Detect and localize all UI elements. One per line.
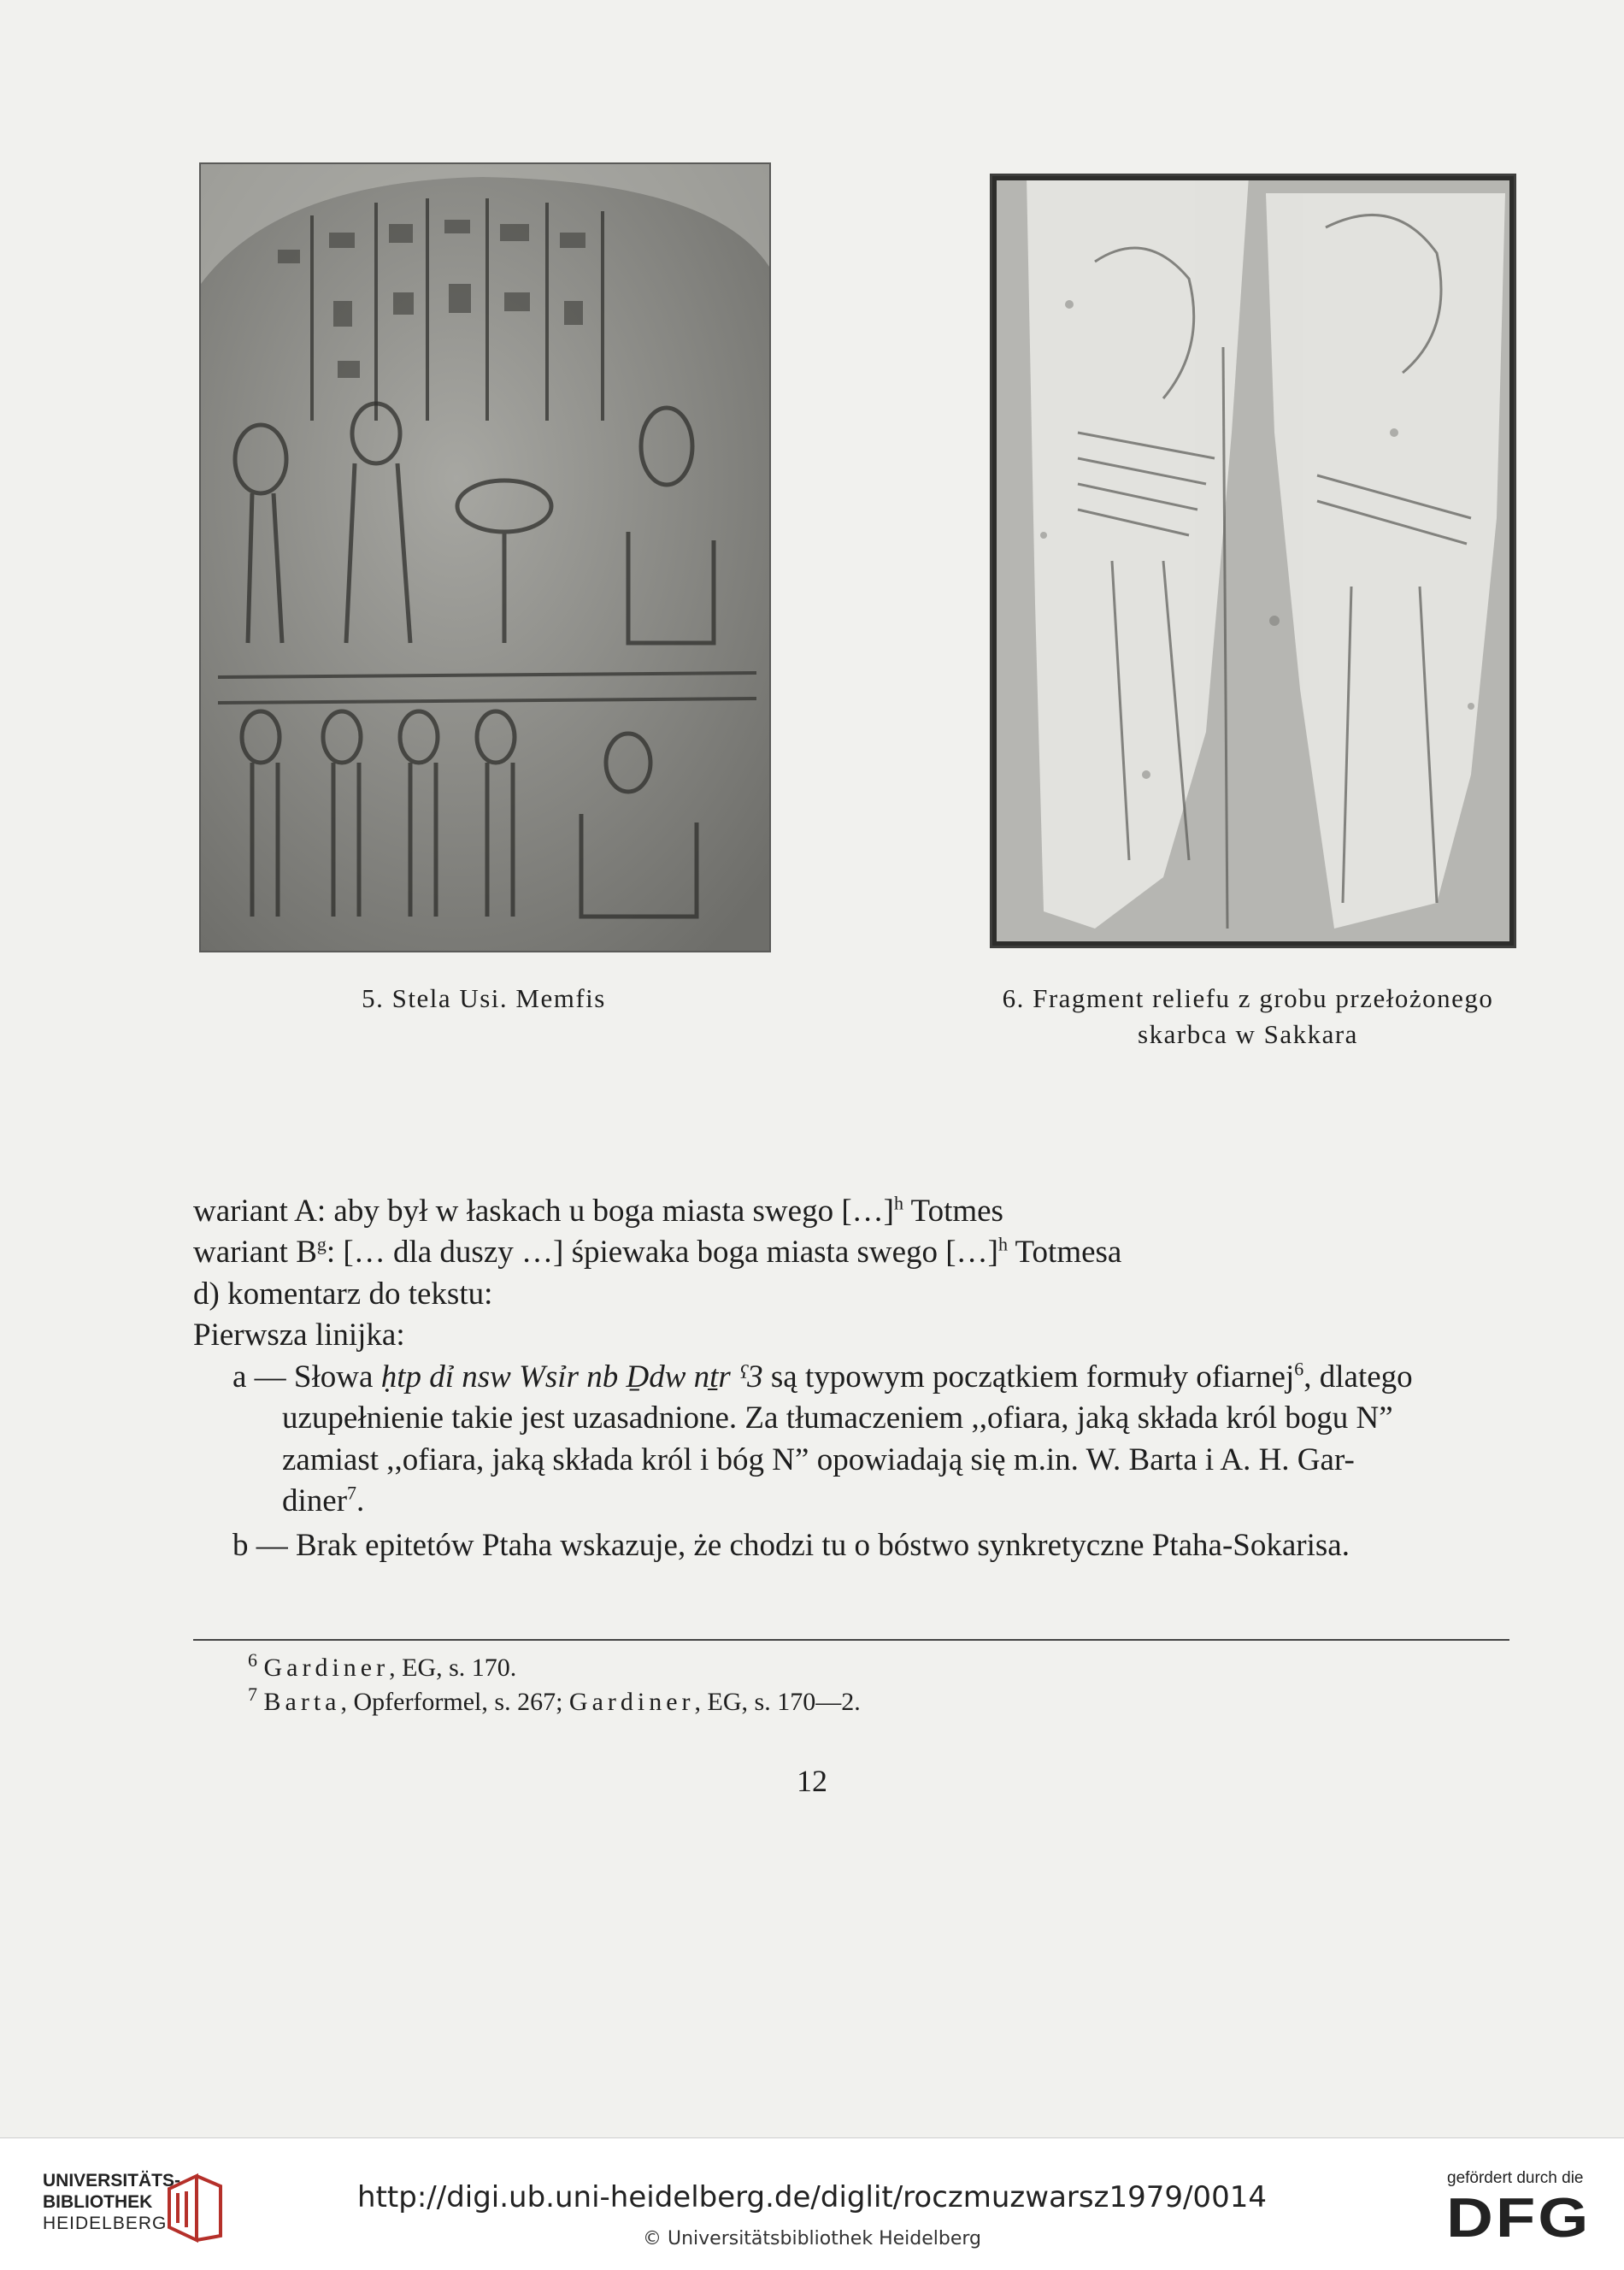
paragraph-a-line-3: zamiast ,,ofiara, jaką składa król i bóg N” opowiadają się m.in. W. Barta i A. H. Gar- <box>282 1442 1355 1477</box>
footnote-6: $^6$ Gardiner, EG, s. 170. <box>248 1649 517 1682</box>
stela-image <box>201 164 769 951</box>
relief-photo <box>990 174 1516 948</box>
permalink-url[interactable]: http://digi.ub.uni-heidelberg.de/diglit/roczmuzwarsz1979/0014 <box>357 2180 1267 2214</box>
library-name: UNIVERSITÄTS- BIBLIOTHEK HEIDELBERG <box>43 2171 181 2233</box>
paragraph-a-line-1: a — Słowa ḥtp dỉ nsw Wsỉr nb Ḏdw nṯr ˁ3 są typowym początkiem formuły ofiarnej$^6$, dlatego <box>232 1358 1413 1394</box>
paragraph-a-line-4: diner$^7$. <box>282 1482 365 1518</box>
paragraph-b-line: b — Brak epitetów Ptaha wskazuje, że chodzi tu o bóstwo synkretyczne Ptaha-Sokarisa. <box>232 1528 1350 1563</box>
stela-photo <box>199 162 771 952</box>
dfg-logo: DFG <box>1446 2186 1592 2249</box>
paragraph-a-line-2: uzupełnienie takie jest uzasadnione. Za tłumaczeniem ,,ofiara, jaką składa król bogu N” <box>282 1400 1393 1436</box>
funding-label: gefördert durch die <box>1447 2169 1584 2187</box>
figure-6-caption-line-1: 6. Fragment reliefu z grobu przełożonego <box>1002 983 1494 1013</box>
first-line-heading: Pierwsza linijka: <box>193 1318 405 1353</box>
copyright-notice: © Universitätsbibliothek Heidelberg <box>642 2228 981 2249</box>
variant-b-line: wariant $B^g$: [… dla duszy …] śpiewaka boga miasta swego […]$^h$ Totmesa <box>193 1233 1122 1270</box>
variant-a-line: wariant A: aby był w łaskach u boga miasta swego […]$^h$ Totmes <box>193 1192 1003 1229</box>
commentary-heading: d) komentarz do tekstu: <box>193 1277 493 1312</box>
figure-6-caption-line-2: skarbca w Sakkara <box>1138 1019 1358 1049</box>
page-number: 12 <box>797 1764 827 1798</box>
relief-image <box>992 176 1514 946</box>
figure-5-caption: 5. Stela Usi. Memfis <box>362 983 606 1013</box>
footnote-7: $^7$ Barta, Opferformel, s. 267; Gardiner, EG, s. 170—2. <box>248 1683 861 1716</box>
footnote-separator <box>193 1639 1509 1641</box>
